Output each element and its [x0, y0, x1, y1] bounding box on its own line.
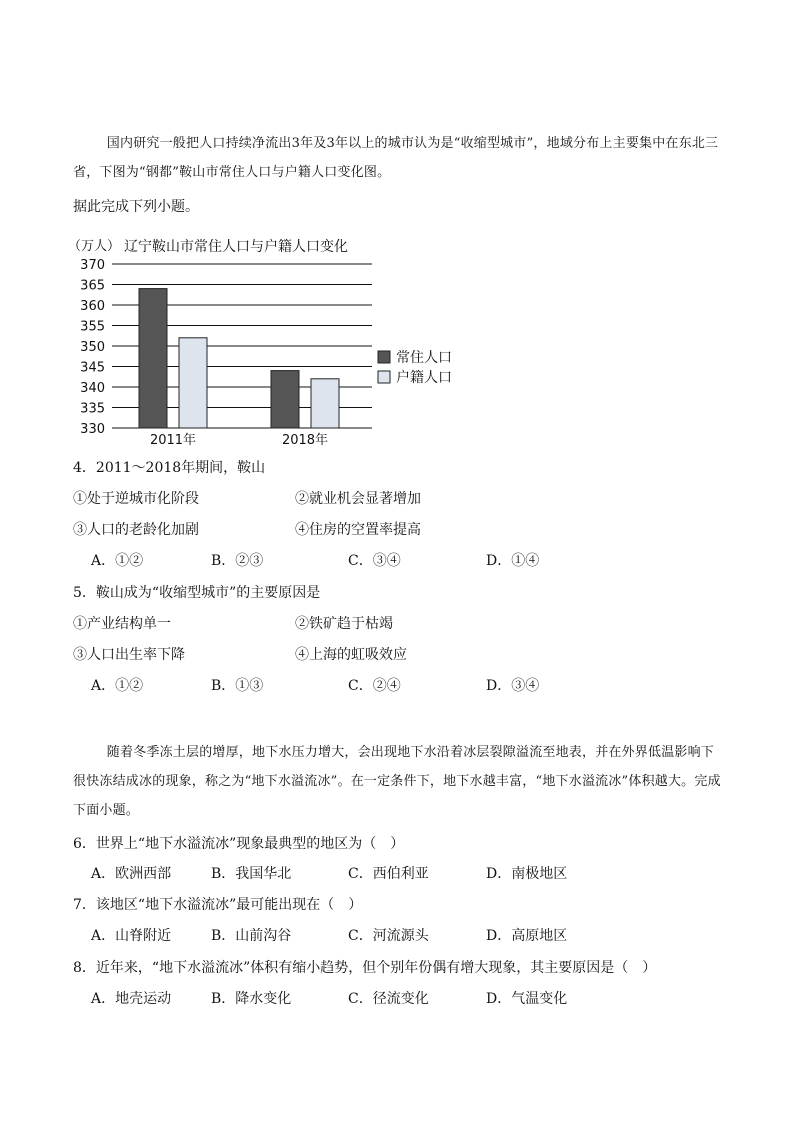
q7-option-a[interactable]: A．山脊附近 — [91, 928, 172, 944]
y-tick-label: 355 — [80, 319, 105, 335]
passage-1: 国内研究一般把人口持续净流出3年及3年以上的城市认为是“收缩型城市”，地域分布上主要集中在东北三省，下图为“钢都”鞍山市常住人口与户籍人口变化图。 — [73, 136, 719, 180]
q7-option-c[interactable]: C．河流源头 — [348, 928, 429, 944]
y-tick-label: 345 — [80, 360, 105, 376]
q4-item-4: ④住房的空置率提高 — [295, 522, 421, 538]
q5-option-d[interactable]: D．③④ — [486, 678, 540, 694]
q8-option-b[interactable]: B．降水变化 — [211, 991, 292, 1007]
y-tick-label: 365 — [80, 278, 105, 294]
y-tick-label: 360 — [80, 299, 105, 314]
bar-resident-0 — [139, 289, 167, 428]
q8-option-d[interactable]: D．气温变化 — [486, 991, 568, 1007]
passage-2: 随着冬季冻土层的增厚，地下水压力增大，会出现地下水沿着冰层裂隙溢流至地表，并在外界低温影响下很快冻结成冰的现象，称之为“地下水溢流冰”。在一定条件下，地下水越丰富，“地下水溢流冰”体积越大。完成下面小题。 — [73, 745, 721, 818]
population-bar-chart — [60, 232, 480, 452]
q5-item-3: ③人口出生率下降 — [73, 647, 185, 663]
q7-option-d[interactable]: D．高原地区 — [486, 928, 568, 944]
q8-option-a[interactable]: A．地壳运动 — [91, 991, 172, 1007]
y-tick-label: 330 — [80, 422, 105, 437]
legend-label: 常住人口 — [396, 350, 452, 366]
q5-item-1: ①产业结构单一 — [73, 616, 171, 632]
q7-option-b[interactable]: B．山前沟谷 — [211, 928, 292, 944]
q6-option-c[interactable]: C．西伯利亚 — [348, 866, 429, 882]
instruction-1: 据此完成下列小题。 — [73, 199, 199, 215]
q4-item-3: ③人口的老龄化加剧 — [73, 522, 199, 538]
q6-option-b[interactable]: B．我国华北 — [211, 866, 292, 882]
legend-swatch — [378, 371, 390, 383]
x-tick-label: 2018年 — [281, 433, 329, 448]
q4-option-b[interactable]: B．②③ — [211, 553, 264, 569]
q6-option-d[interactable]: D．南极地区 — [486, 866, 568, 882]
q4-stem: 4．2011～2018年期间，鞍山 — [73, 460, 266, 476]
q4-item-1: ①处于逆城市化阶段 — [73, 491, 199, 507]
q5-stem: 5．鞍山成为“收缩型城市”的主要原因是 — [73, 585, 321, 601]
y-tick-label: 370 — [80, 258, 105, 273]
q5-item-2: ②铁矿趋于枯竭 — [295, 616, 393, 632]
x-tick-label: 2011年 — [149, 433, 197, 448]
q6-stem: 6．世界上“地下水溢流冰”现象最典型的地区为（ ） — [73, 836, 405, 852]
y-tick-label: 350 — [80, 340, 105, 355]
chart-title: 辽宁鞍山市常住人口与户籍人口变化 — [124, 239, 348, 255]
bar-registered-0 — [179, 338, 207, 428]
q7-stem: 7．该地区“地下水溢流冰”最可能出现在（ ） — [73, 897, 363, 913]
bar-registered-1 — [311, 379, 339, 428]
legend-swatch — [378, 351, 390, 363]
q4-item-2: ②就业机会显著增加 — [295, 491, 421, 507]
q5-item-4: ④上海的虹吸效应 — [295, 647, 407, 663]
q8-option-c[interactable]: C．径流变化 — [348, 991, 429, 1007]
q6-option-a[interactable]: A．欧洲西部 — [91, 866, 172, 882]
q4-option-d[interactable]: D．①④ — [486, 553, 540, 569]
q5-option-a[interactable]: A．①② — [91, 678, 144, 694]
q4-option-c[interactable]: C．③④ — [348, 553, 401, 569]
q5-option-c[interactable]: C．②④ — [348, 678, 401, 694]
bar-resident-1 — [271, 371, 299, 428]
chart-unit-label: （万人） — [68, 239, 121, 254]
legend-label: 户籍人口 — [396, 370, 452, 386]
y-tick-label: 335 — [80, 401, 105, 417]
q4-option-a[interactable]: A．①② — [91, 553, 144, 569]
q5-option-b[interactable]: B．①③ — [211, 678, 264, 694]
q8-stem: 8．近年来，“地下水溢流冰”体积有缩小趋势，但个别年份偶有增大现象，其主要原因是（ ） — [73, 960, 657, 976]
y-tick-label: 340 — [80, 381, 105, 396]
